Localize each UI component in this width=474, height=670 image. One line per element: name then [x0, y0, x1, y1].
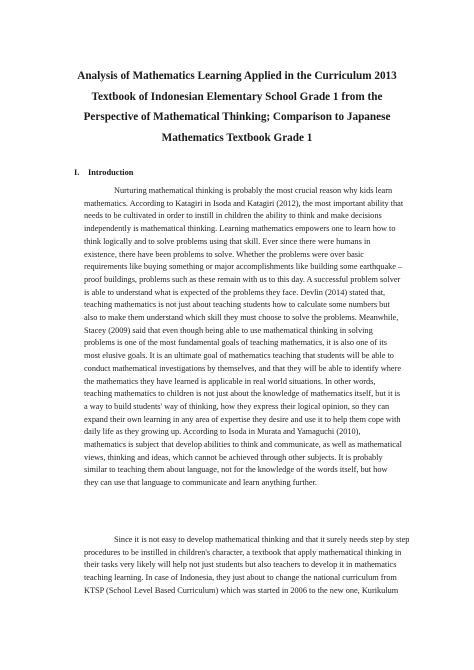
- paragraph-line: they can use that language to communicate and learn anything further.: [84, 478, 317, 488]
- paragraph-line: think logically and to solve problems using that skill. Ever since there were humans in: [84, 236, 371, 246]
- paragraph-line: Stacey (2009) said that even though being able to use mathematical thinking in solving: [84, 325, 373, 335]
- paragraph-line: problems is one of the most fundamental goals of teaching mathematics, it is also one of its: [84, 338, 388, 348]
- paragraph-line: the mathematics they have learned is applicable in real world situations. In other words,: [84, 376, 376, 386]
- paragraph-line: teaching learning. In case of Indonesia, they just about to change the national curriculum from: [84, 573, 397, 583]
- paragraph-line: needs to be cultivated in order to instill in children the ability to think and make decisions: [84, 211, 382, 221]
- paragraph-line: conduct mathematical investigations by themselves, and that they will be able to identify where: [84, 363, 402, 373]
- body-paragraph: [84, 185, 412, 490]
- section-title: Introduction: [88, 168, 134, 177]
- paragraph-line: proof buildings, problems such as these remain with us to this day. A successful problem solver: [84, 274, 401, 284]
- paragraph-line: also to make them understand which skill they must choose to solve the problems. Meanwhile,: [84, 313, 399, 323]
- paragraph-line: expand their own learning in any area of expertise they desire and use it to help them cope with: [84, 414, 401, 424]
- paragraph-line: teaching mathematics is not just about teaching students how to calculate some numbers but: [84, 300, 390, 310]
- title-line: Textbook of Indonesian Elementary School Grade 1 from the: [91, 90, 383, 103]
- paragraph-line: most elusive goals. It is an ultimate goal of mathematics teaching that students will be able to: [84, 351, 394, 361]
- paragraph-line: procedures to be instilled in children's character, a textbook that apply mathematical thinking in: [84, 547, 402, 557]
- paragraph-line: their tasks very likely will help not just students but also teachers to develop it in mathematics: [84, 560, 397, 570]
- paragraph-line: is able to understand what is expected of the problems they face. Devlin (2014) stated that,: [84, 287, 386, 297]
- title-line: Perspective of Mathematical Thinking; Comparison to Japanese: [83, 111, 391, 123]
- paragraph-line: independently is mathematical thinking. Learning mathematics empowers one to learn how to: [84, 224, 396, 234]
- paragraph-line: Nurturing mathematical thinking is probably the most crucial reason why kids learn: [114, 186, 393, 195]
- section-number: I.: [74, 168, 80, 177]
- paragraph-line: a way to build students' way of thinking, how they express their logical opinion, so they can: [84, 401, 390, 411]
- paragraph-line: Since it is not easy to develop mathematical thinking and that it surely needs step by step: [114, 535, 410, 544]
- paragraph-line: existence, there have been problems to solve. Whether the problems were over basic: [84, 249, 364, 259]
- paragraph-line: mathematics. According to Katagiri in Isoda and Katagiri (2012), the most important ability that: [84, 198, 404, 208]
- paragraph-line: similar to teaching them about language, not for the knowledge of the words itself, but how: [84, 465, 388, 475]
- title-line: Analysis of Mathematics Learning Applied in the Curriculum 2013: [77, 70, 397, 82]
- title-line: Mathematics Textbook Grade 1: [161, 131, 313, 144]
- paragraph-line: KTSP (School Level Based Curriculum) which was started in 2006 to the new one, Kurikulum: [84, 585, 399, 595]
- section-heading: [74, 168, 133, 177]
- paragraph-line: requirements like buying something or major accomplishments like building some earthquake –: [84, 262, 403, 272]
- paragraph-line: mathematics is subject that develop abilities to think and communicate, as well as mathematical: [84, 440, 402, 450]
- paper-title: [60, 66, 414, 148]
- paragraph-line: views, thinking and ideas, which cannot be achieved through other subjects. It is probably: [84, 452, 383, 462]
- paragraph-line: teaching mathematics to children is not just about the knowledge of mathematics itself, but it is: [84, 389, 401, 399]
- body-paragraph: [84, 534, 412, 598]
- paragraph-line: daily life as they growing up. According to Isoda in Murata and Yamaguchi (2010),: [84, 427, 361, 437]
